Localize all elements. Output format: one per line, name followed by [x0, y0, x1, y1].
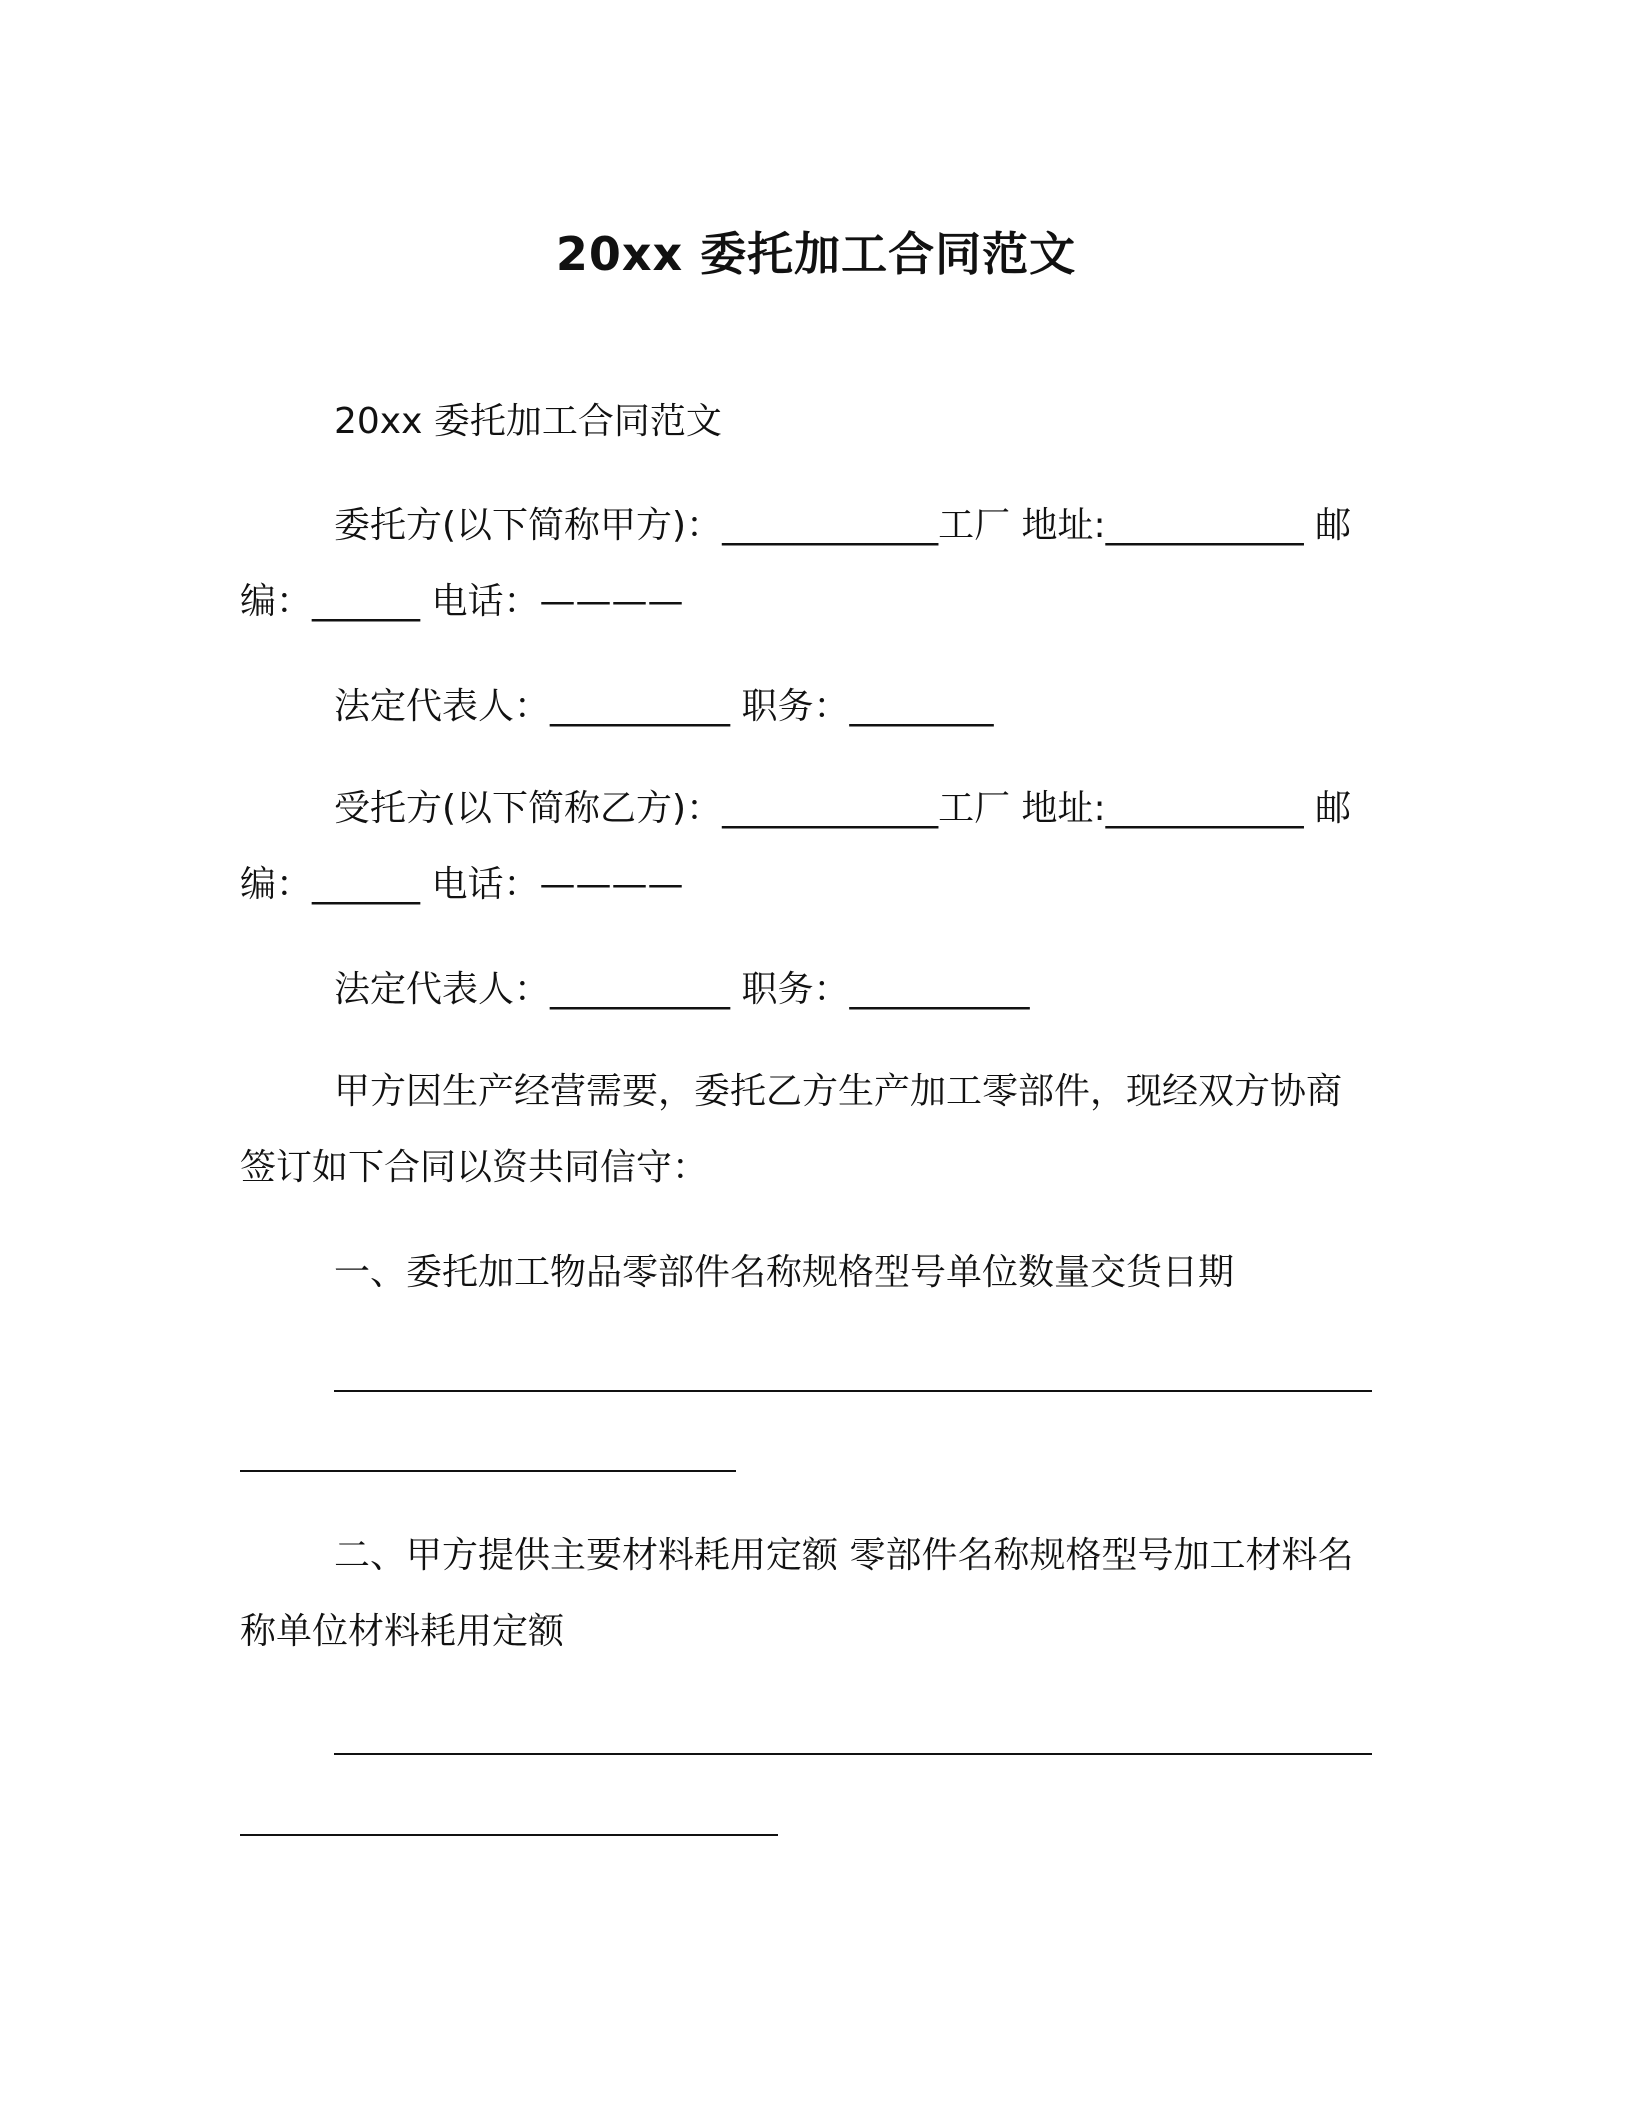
section-one-blank-rule-2 [240, 1470, 736, 1472]
contractor-party-line: 受托方(以下简称乙方)：____________工厂 地址:___________ 邮 [334, 788, 1352, 829]
section-one-blank-rule-1 [334, 1390, 1372, 1392]
principal-contact-line: 编：______ 电话：———— [240, 581, 684, 622]
preamble-line-1: 甲方因生产经营需要，委托乙方生产加工零部件，现经双方协商 [334, 1071, 1343, 1112]
principal-representative-line: 法定代表人：__________ 职务：________ [334, 686, 994, 727]
contractor-contact-line: 编：______ 电话：———— [240, 864, 684, 905]
section-two-blank-rule-2 [240, 1834, 778, 1836]
section-two-heading-2: 称单位材料耗用定额 [240, 1611, 565, 1652]
section-one-heading: 一、委托加工物品零部件名称规格型号单位数量交货日期 [334, 1252, 1235, 1293]
section-two-blank-rule-1 [334, 1753, 1372, 1755]
contractor-representative-line: 法定代表人：__________ 职务：__________ [334, 969, 1030, 1010]
principal-party-line: 委托方(以下简称甲方)：____________工厂 地址:___________ 邮 [334, 505, 1352, 546]
document-title: 20xx 委托加工合同范文 [555, 227, 1077, 281]
preamble-line-2: 签订如下合同以资共同信守： [240, 1147, 709, 1188]
section-two-heading-1: 二、甲方提供主要材料耗用定额 零部件名称规格型号加工材料名 [334, 1535, 1354, 1576]
subtitle-line: 20xx 委托加工合同范文 [334, 401, 722, 442]
